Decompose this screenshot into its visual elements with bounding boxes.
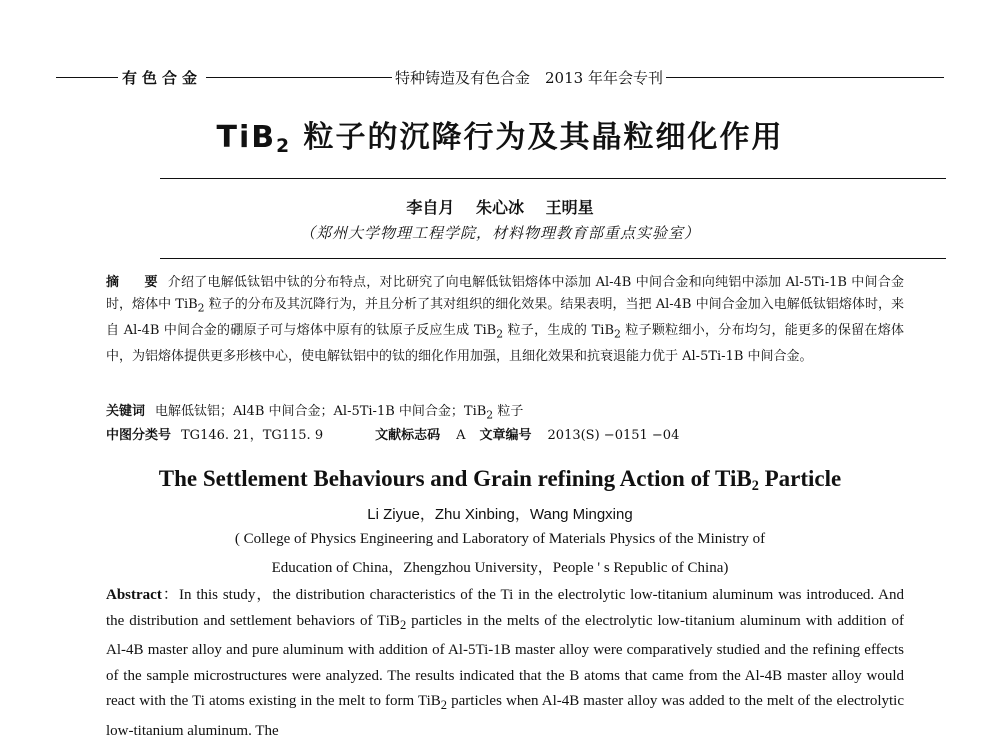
zh-title-rest: 粒子的沉降行为及其晶粒细化作用 [291,120,784,155]
zh-keywords-text: 粒子 [493,404,524,419]
issue-label: 特种铸造及有色合金 2013 年年会专刊 [395,68,663,87]
zh-abstract-text: 粒子的分布及其沉降行为，并且分析了其对组织的细化效果。结果表明，当把 Al-4B 中间合金加入电解低钛铝熔体时，来自 Al-4B 中间合金的硼原子可与熔体中原有的钛原子反应生成 TiB [106,297,904,338]
en-authors: Li Ziyue，Zhu Xinbing，Wang Mingxing [367,506,633,523]
en-affiliation-line-2: Education of China，Zhengzhou University，People ' s Republic of China) [271,560,729,576]
article-number-value: 2013(S) −0151 −04 [547,428,680,443]
en-affiliation-line-1: ( College of Physics Engineering and Laboratory of Materials Physics of the Ministry of [234,531,766,547]
zh-title-subscript: 2 [276,136,292,158]
en-abstract [106,583,904,744]
running-header [56,64,944,90]
doc-code-value: A [456,428,466,443]
subscript: 2 [751,477,759,494]
en-abstract-text: particles when Al-4B master alloy was added to the melt of the electrolytic low-titanium aluminum. The [106,693,904,739]
doc-code-label: 文献标志码 [375,428,441,443]
en-title-text: The Settlement Behaviours and Grain refining Action of TiB [158,466,752,491]
zh-abstract-text: 粒子颗粒细小，分布均匀，能更多的保留在熔体中，为铝熔体提供更多形核中心，使电解钛铝中的钛的细化作用加强，且细化效果和抗衰退能力优于 Al-5Ti-1B 中间合金。 [106,323,904,364]
zh-author: 朱心冰 [475,198,524,217]
en-abstract-text: In this study，the distribution characteristics of the Ti in the electrolytic low-titanium aluminum was introduced. And the distribution and settlement behaviors of TiB [106,587,904,629]
zh-author: 李自月 [406,198,455,217]
subscript: 2 [197,301,205,315]
journal-name: 有色合金 [122,68,203,87]
zh-keywords [106,400,523,422]
header-rule-left [56,77,118,78]
zh-authors [0,195,1000,218]
subscript: 2 [614,327,621,341]
zh-author: 王明星 [545,198,594,217]
zh-abstract [106,272,904,368]
zh-title [0,112,1000,156]
en-abstract-label: Abstract [106,587,162,603]
zh-title-main: TiB [216,120,277,155]
article-number-label: 文章编号 [479,428,532,443]
zh-keywords-label: 关键词 [106,404,146,419]
header-rule-right [666,77,944,78]
zh-keywords-text: 电解低钛铝；Al4B 中间合金；Al-5Ti-1B 中间合金；TiB [155,404,487,419]
zh-affiliation: （郑州大学物理工程学院，材料物理教育部重点实验室） [299,224,700,242]
subscript: 2 [486,408,494,422]
en-abstract-colon: ： [161,587,179,603]
zh-abstract-label: 摘 要 [106,275,164,290]
zh-abstract-text: 粒子，生成的 TiB [503,323,615,338]
title-rule-top [160,178,946,179]
title-rule-bottom [160,258,946,259]
class-label: 中图分类号 [106,428,172,443]
header-rule-middle [206,77,392,78]
zh-abstract-text: 介绍了电解低钛铝中钛的分布特点，对比研究了向电解低钛铝熔体中添加 Al-4B 中间合金和向纯铝中添加 Al-5Ti-1B 中间合金时，熔体中 TiB [106,275,904,313]
en-abstract-text: particles in the melts of the electrolytic low-titanium aluminum with addition of Al-4B master alloy and pure aluminum with addition of Al-5Ti-1B master alloy were comparatively studied and the refining effects of the sample microstructures were analyzed. The results indicated that the B atoms that came from the Al-4B master alloy would react with the Ti atoms existing in the melt to form TiB [106,612,904,709]
en-title-text: Particle [758,466,842,491]
zh-classification [106,424,679,443]
class-value: TG146. 21，TG115. 9 [181,428,324,443]
subscript: 2 [399,617,407,632]
en-title [0,466,1000,492]
subscript: 2 [440,698,448,712]
subscript: 2 [496,327,504,341]
